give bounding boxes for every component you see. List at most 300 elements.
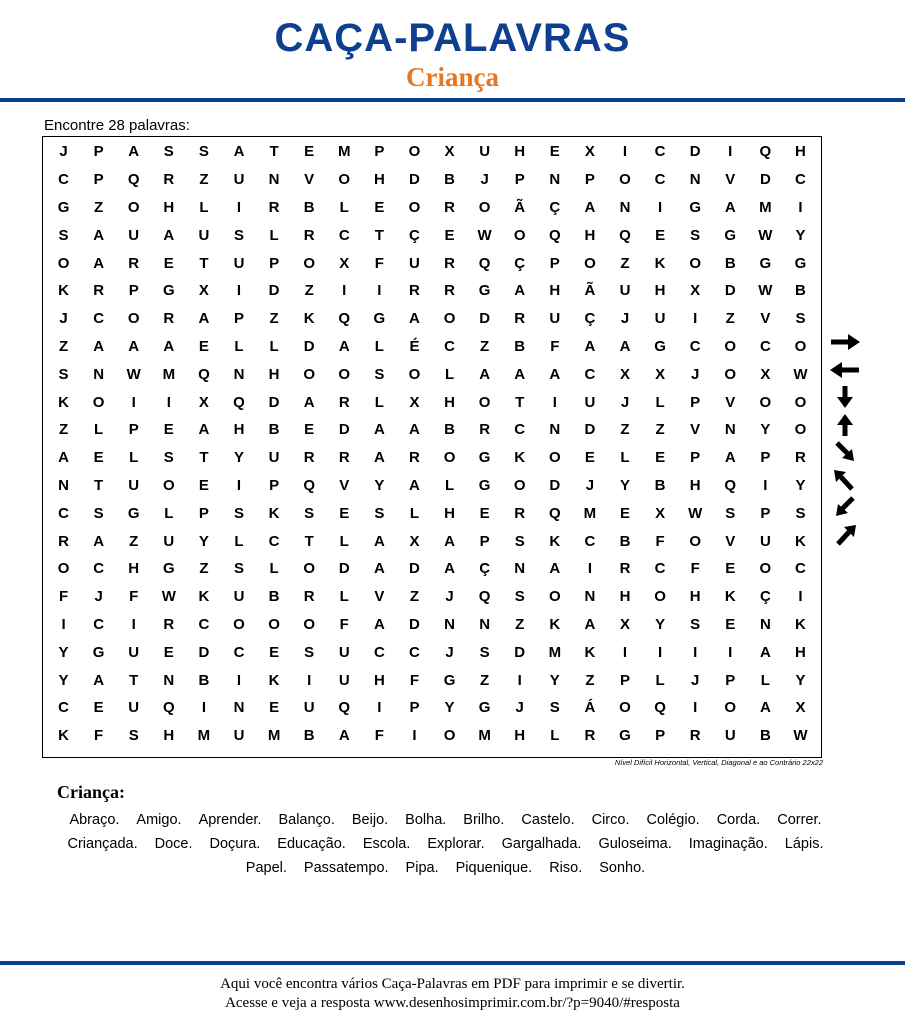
grid-cell[interactable]: D bbox=[338, 421, 350, 439]
grid-cell[interactable]: S bbox=[233, 226, 244, 244]
grid-cell[interactable]: V bbox=[339, 476, 350, 494]
grid-cell[interactable]: Z bbox=[480, 671, 490, 689]
grid-cell[interactable]: E bbox=[93, 449, 104, 467]
grid-cell[interactable]: I bbox=[657, 198, 663, 216]
grid-cell[interactable]: E bbox=[269, 643, 280, 661]
grid-cell[interactable]: I bbox=[236, 282, 242, 300]
grid-cell[interactable]: Ç bbox=[584, 310, 596, 328]
grid-cell[interactable]: X bbox=[655, 504, 666, 522]
grid-cell[interactable]: U bbox=[128, 699, 140, 717]
grid-cell[interactable]: U bbox=[549, 310, 561, 328]
grid-cell[interactable]: F bbox=[374, 254, 384, 272]
grid-cell[interactable]: M bbox=[162, 365, 176, 383]
grid-cell[interactable]: K bbox=[198, 588, 210, 606]
grid-cell[interactable]: O bbox=[303, 615, 315, 633]
grid-cell[interactable]: U bbox=[619, 282, 631, 300]
grid-cell[interactable]: P bbox=[198, 504, 209, 522]
grid-cell[interactable]: C bbox=[93, 310, 105, 328]
grid-cell[interactable]: Q bbox=[338, 699, 351, 717]
grid-cell[interactable]: C bbox=[759, 337, 771, 355]
grid-cell[interactable]: R bbox=[514, 504, 526, 522]
grid-cell[interactable]: G bbox=[654, 337, 666, 355]
grid-cell[interactable]: I bbox=[763, 476, 768, 494]
grid-cell[interactable]: N bbox=[268, 171, 280, 189]
grid-cell[interactable]: E bbox=[655, 226, 666, 244]
grid-cell[interactable]: P bbox=[128, 282, 139, 300]
grid-cell[interactable]: H bbox=[654, 282, 666, 300]
grid-cell[interactable]: Z bbox=[409, 588, 420, 606]
grid-cell[interactable]: N bbox=[549, 421, 561, 439]
grid-cell[interactable]: S bbox=[93, 504, 104, 522]
grid-cell[interactable]: I bbox=[798, 198, 803, 216]
grid-cell[interactable]: A bbox=[163, 226, 175, 244]
grid-cell[interactable]: B bbox=[268, 588, 280, 606]
grid-cell[interactable]: A bbox=[514, 365, 526, 383]
grid-cell[interactable]: G bbox=[478, 476, 491, 494]
grid-cell[interactable]: S bbox=[198, 143, 209, 161]
grid-cell[interactable]: E bbox=[444, 226, 455, 244]
grid-cell[interactable]: H bbox=[689, 476, 701, 494]
grid-cell[interactable]: E bbox=[374, 198, 385, 216]
grid-cell[interactable]: Z bbox=[129, 532, 139, 550]
grid-cell[interactable]: P bbox=[655, 727, 666, 745]
grid-cell[interactable]: E bbox=[725, 615, 736, 633]
grid-cell[interactable]: B bbox=[303, 198, 315, 216]
grid-cell[interactable]: A bbox=[409, 476, 420, 494]
grid-cell[interactable]: O bbox=[513, 476, 526, 494]
grid-cell[interactable]: D bbox=[338, 560, 350, 578]
grid-cell[interactable]: I bbox=[166, 393, 171, 411]
grid-cell[interactable]: Ç bbox=[514, 254, 526, 272]
grid-cell[interactable]: G bbox=[373, 310, 386, 328]
grid-cell[interactable]: S bbox=[690, 226, 701, 244]
grid-cell[interactable]: P bbox=[725, 671, 736, 689]
grid-cell[interactable]: L bbox=[164, 504, 174, 522]
grid-cell[interactable]: H bbox=[514, 143, 526, 161]
grid-cell[interactable]: K bbox=[549, 615, 561, 633]
grid-cell[interactable]: X bbox=[655, 365, 666, 383]
grid-cell[interactable]: G bbox=[127, 504, 140, 522]
grid-cell[interactable]: I bbox=[131, 615, 136, 633]
grid-cell[interactable]: Q bbox=[198, 365, 210, 383]
grid-cell[interactable]: S bbox=[725, 504, 736, 522]
grid-cell[interactable]: F bbox=[409, 671, 420, 689]
grid-cell[interactable]: E bbox=[584, 449, 595, 467]
grid-cell[interactable]: S bbox=[690, 615, 701, 633]
grid-cell[interactable]: L bbox=[339, 532, 349, 550]
grid-cell[interactable]: O bbox=[338, 171, 351, 189]
grid-cell[interactable]: G bbox=[478, 699, 491, 717]
grid-cell[interactable]: J bbox=[445, 588, 454, 606]
grid-cell[interactable]: Y bbox=[198, 532, 209, 550]
grid-cell[interactable]: Y bbox=[58, 671, 69, 689]
grid-cell[interactable]: O bbox=[162, 476, 175, 494]
grid-cell[interactable]: A bbox=[409, 421, 420, 439]
grid-cell[interactable]: D bbox=[268, 393, 280, 411]
grid-cell[interactable]: O bbox=[689, 254, 701, 272]
grid-cell[interactable]: A bbox=[128, 143, 140, 161]
grid-cell[interactable]: T bbox=[129, 671, 139, 689]
grid-cell[interactable]: C bbox=[654, 171, 666, 189]
grid-cell[interactable]: A bbox=[93, 671, 105, 689]
grid-cell[interactable]: Q bbox=[233, 393, 245, 411]
grid-cell[interactable]: Y bbox=[795, 671, 806, 689]
grid-cell[interactable]: F bbox=[58, 588, 69, 606]
grid-cell[interactable]: A bbox=[373, 421, 385, 439]
grid-cell[interactable]: L bbox=[409, 504, 420, 522]
grid-cell[interactable]: X bbox=[619, 365, 630, 383]
grid-cell[interactable]: X bbox=[339, 254, 350, 272]
grid-cell[interactable]: B bbox=[303, 727, 315, 745]
grid-cell[interactable]: Q bbox=[478, 588, 491, 606]
grid-cell[interactable]: G bbox=[478, 449, 491, 467]
grid-cell[interactable]: C bbox=[268, 532, 280, 550]
grid-cell[interactable]: Ã bbox=[584, 282, 596, 300]
grid-cell[interactable]: O bbox=[303, 365, 315, 383]
grid-cell[interactable]: K bbox=[268, 504, 280, 522]
grid-cell[interactable]: K bbox=[303, 310, 315, 328]
grid-cell[interactable]: W bbox=[793, 727, 808, 745]
grid-cell[interactable]: Z bbox=[94, 198, 104, 216]
grid-cell[interactable]: L bbox=[129, 449, 139, 467]
grid-cell[interactable]: O bbox=[724, 365, 737, 383]
grid-cell[interactable]: O bbox=[443, 449, 456, 467]
grid-cell[interactable]: E bbox=[655, 449, 666, 467]
grid-cell[interactable]: N bbox=[93, 365, 105, 383]
grid-cell[interactable]: I bbox=[517, 671, 522, 689]
grid-cell[interactable]: C bbox=[514, 421, 526, 439]
grid-cell[interactable]: X bbox=[584, 143, 595, 161]
grid-cell[interactable]: E bbox=[93, 699, 104, 717]
grid-cell[interactable]: H bbox=[689, 588, 701, 606]
grid-cell[interactable]: J bbox=[691, 365, 700, 383]
grid-cell[interactable]: L bbox=[269, 560, 279, 578]
grid-cell[interactable]: R bbox=[163, 171, 175, 189]
grid-cell[interactable]: A bbox=[479, 365, 491, 383]
grid-cell[interactable]: J bbox=[515, 699, 524, 717]
grid-cell[interactable]: O bbox=[794, 421, 807, 439]
grid-cell[interactable]: L bbox=[234, 532, 244, 550]
grid-cell[interactable]: U bbox=[338, 671, 350, 689]
grid-cell[interactable]: I bbox=[693, 310, 698, 328]
grid-cell[interactable]: U bbox=[233, 171, 245, 189]
grid-cell[interactable]: U bbox=[268, 449, 280, 467]
grid-cell[interactable]: K bbox=[549, 532, 561, 550]
grid-cell[interactable]: A bbox=[373, 615, 385, 633]
grid-cell[interactable]: P bbox=[690, 449, 701, 467]
grid-cell[interactable]: O bbox=[233, 615, 245, 633]
grid-cell[interactable]: X bbox=[409, 393, 420, 411]
grid-cell[interactable]: I bbox=[412, 727, 417, 745]
grid-cell[interactable]: H bbox=[619, 588, 631, 606]
grid-cell[interactable]: A bbox=[549, 365, 561, 383]
grid-cell[interactable]: E bbox=[304, 421, 315, 439]
grid-cell[interactable]: A bbox=[198, 421, 210, 439]
grid-cell[interactable]: Z bbox=[620, 254, 630, 272]
grid-cell[interactable]: N bbox=[514, 560, 526, 578]
grid-cell[interactable]: L bbox=[374, 337, 384, 355]
grid-cell[interactable]: R bbox=[303, 588, 315, 606]
grid-cell[interactable]: B bbox=[198, 671, 210, 689]
grid-cell[interactable]: Q bbox=[548, 504, 561, 522]
grid-cell[interactable]: O bbox=[724, 699, 737, 717]
grid-cell[interactable]: F bbox=[655, 532, 665, 550]
grid-cell[interactable]: P bbox=[93, 143, 104, 161]
grid-cell[interactable]: I bbox=[587, 560, 592, 578]
grid-cell[interactable]: C bbox=[409, 643, 420, 661]
grid-cell[interactable]: X bbox=[795, 699, 806, 717]
grid-cell[interactable]: E bbox=[339, 504, 350, 522]
grid-cell[interactable]: W bbox=[793, 365, 808, 383]
grid-cell[interactable]: E bbox=[725, 560, 736, 578]
grid-cell[interactable]: E bbox=[549, 143, 560, 161]
grid-cell[interactable]: P bbox=[374, 143, 385, 161]
grid-cell[interactable]: A bbox=[233, 143, 245, 161]
grid-cell[interactable]: U bbox=[338, 643, 350, 661]
grid-cell[interactable]: I bbox=[201, 699, 206, 717]
grid-cell[interactable]: A bbox=[373, 532, 385, 550]
grid-cell[interactable]: O bbox=[584, 254, 596, 272]
grid-cell[interactable]: J bbox=[620, 393, 630, 411]
grid-cell[interactable]: L bbox=[655, 393, 665, 411]
grid-cell[interactable]: G bbox=[478, 282, 491, 300]
grid-cell[interactable]: L bbox=[269, 337, 279, 355]
grid-cell[interactable]: Q bbox=[127, 171, 140, 189]
grid-cell[interactable]: S bbox=[163, 449, 174, 467]
grid-cell[interactable]: L bbox=[444, 365, 455, 383]
grid-cell[interactable]: N bbox=[689, 171, 701, 189]
grid-cell[interactable]: S bbox=[514, 588, 525, 606]
grid-cell[interactable]: S bbox=[233, 560, 244, 578]
grid-cell[interactable]: L bbox=[760, 671, 770, 689]
grid-cell[interactable]: U bbox=[128, 476, 140, 494]
grid-cell[interactable]: I bbox=[728, 143, 733, 161]
grid-cell[interactable]: R bbox=[795, 449, 806, 467]
grid-cell[interactable]: N bbox=[479, 615, 491, 633]
grid-cell[interactable]: F bbox=[550, 337, 560, 355]
grid-cell[interactable]: Y bbox=[374, 476, 385, 494]
grid-cell[interactable]: I bbox=[61, 615, 66, 633]
grid-cell[interactable]: A bbox=[759, 699, 771, 717]
grid-cell[interactable]: Q bbox=[162, 699, 175, 717]
grid-cell[interactable]: N bbox=[58, 476, 69, 494]
grid-cell[interactable]: L bbox=[339, 588, 349, 606]
grid-cell[interactable]: H bbox=[373, 171, 385, 189]
grid-cell[interactable]: T bbox=[515, 393, 525, 411]
grid-cell[interactable]: L bbox=[444, 476, 455, 494]
grid-cell[interactable]: A bbox=[549, 560, 561, 578]
grid-cell[interactable]: S bbox=[795, 310, 806, 328]
grid-cell[interactable]: L bbox=[339, 198, 349, 216]
grid-cell[interactable]: U bbox=[163, 532, 175, 550]
grid-cell[interactable]: N bbox=[724, 421, 736, 439]
grid-cell[interactable]: O bbox=[654, 588, 666, 606]
grid-cell[interactable]: A bbox=[759, 643, 771, 661]
grid-cell[interactable]: Q bbox=[303, 476, 315, 494]
grid-cell[interactable]: O bbox=[794, 393, 807, 411]
grid-cell[interactable]: O bbox=[548, 449, 561, 467]
grid-cell[interactable]: A bbox=[373, 560, 385, 578]
grid-cell[interactable]: D bbox=[268, 282, 280, 300]
grid-cell[interactable]: T bbox=[304, 532, 314, 550]
grid-cell[interactable]: K bbox=[514, 449, 526, 467]
grid-cell[interactable]: G bbox=[57, 198, 70, 216]
grid-cell[interactable]: C bbox=[198, 615, 210, 633]
grid-cell[interactable]: O bbox=[443, 727, 456, 745]
grid-cell[interactable]: H bbox=[795, 143, 806, 161]
grid-cell[interactable]: C bbox=[689, 337, 701, 355]
grid-cell[interactable]: A bbox=[444, 560, 455, 578]
grid-cell[interactable]: C bbox=[58, 171, 69, 189]
footer-line-2[interactable]: Acesse e veja a resposta www.desenhosimprimir.com.br/?p=9040/#resposta bbox=[225, 995, 680, 1011]
grid-cell[interactable]: L bbox=[199, 198, 209, 216]
grid-cell[interactable]: A bbox=[338, 337, 350, 355]
grid-cell[interactable]: X bbox=[198, 282, 209, 300]
grid-cell[interactable]: S bbox=[128, 727, 139, 745]
grid-cell[interactable]: Q bbox=[724, 476, 737, 494]
grid-cell[interactable]: B bbox=[724, 254, 736, 272]
grid-cell[interactable]: Z bbox=[725, 310, 735, 328]
grid-cell[interactable]: L bbox=[655, 671, 665, 689]
grid-cell[interactable]: N bbox=[233, 699, 245, 717]
grid-cell[interactable]: O bbox=[408, 365, 421, 383]
grid-cell[interactable]: O bbox=[127, 310, 140, 328]
grid-cell[interactable]: F bbox=[94, 727, 104, 745]
grid-cell[interactable]: Y bbox=[760, 421, 771, 439]
grid-cell[interactable]: A bbox=[93, 532, 105, 550]
grid-cell[interactable]: G bbox=[162, 282, 175, 300]
grid-cell[interactable]: F bbox=[339, 615, 349, 633]
grid-cell[interactable]: S bbox=[58, 226, 69, 244]
grid-cell[interactable]: U bbox=[128, 226, 140, 244]
grid-cell[interactable]: O bbox=[619, 171, 631, 189]
grid-cell[interactable]: S bbox=[549, 699, 560, 717]
grid-cell[interactable]: T bbox=[199, 254, 209, 272]
grid-cell[interactable]: L bbox=[94, 421, 104, 439]
grid-cell[interactable]: Q bbox=[654, 699, 666, 717]
grid-cell[interactable]: D bbox=[409, 171, 420, 189]
grid-cell[interactable]: A bbox=[93, 226, 105, 244]
grid-cell[interactable]: Ã bbox=[514, 198, 526, 216]
grid-cell[interactable]: G bbox=[619, 727, 631, 745]
grid-cell[interactable]: W bbox=[688, 504, 703, 522]
grid-cell[interactable]: W bbox=[477, 226, 492, 244]
grid-cell[interactable]: A bbox=[409, 310, 420, 328]
grid-cell[interactable]: I bbox=[798, 588, 803, 606]
grid-cell[interactable]: V bbox=[760, 310, 771, 328]
grid-cell[interactable]: E bbox=[198, 476, 209, 494]
grid-cell[interactable]: O bbox=[408, 143, 421, 161]
grid-cell[interactable]: X bbox=[444, 143, 455, 161]
grid-cell[interactable]: I bbox=[552, 393, 557, 411]
grid-cell[interactable]: I bbox=[236, 198, 242, 216]
grid-cell[interactable]: O bbox=[338, 365, 351, 383]
grid-cell[interactable]: O bbox=[443, 310, 456, 328]
grid-cell[interactable]: O bbox=[794, 337, 807, 355]
grid-cell[interactable]: C bbox=[338, 226, 350, 244]
grid-cell[interactable]: C bbox=[233, 643, 245, 661]
grid-cell[interactable]: K bbox=[795, 615, 806, 633]
grid-cell[interactable]: O bbox=[57, 254, 70, 272]
grid-cell[interactable]: S bbox=[374, 365, 385, 383]
grid-cell[interactable]: I bbox=[377, 699, 382, 717]
grid-cell[interactable]: H bbox=[128, 560, 140, 578]
grid-cell[interactable]: F bbox=[129, 588, 139, 606]
grid-cell[interactable]: Y bbox=[795, 226, 806, 244]
grid-cell[interactable]: R bbox=[128, 254, 140, 272]
grid-cell[interactable]: L bbox=[374, 393, 384, 411]
grid-cell[interactable]: H bbox=[268, 365, 280, 383]
grid-cell[interactable]: C bbox=[795, 171, 806, 189]
grid-cell[interactable]: G bbox=[443, 671, 456, 689]
grid-cell[interactable]: P bbox=[690, 393, 701, 411]
grid-cell[interactable]: P bbox=[269, 476, 280, 494]
grid-cell[interactable]: U bbox=[128, 643, 140, 661]
grid-cell[interactable]: M bbox=[759, 198, 772, 216]
grid-cell[interactable]: A bbox=[338, 727, 350, 745]
grid-cell[interactable]: Á bbox=[584, 699, 596, 717]
grid-cell[interactable]: K bbox=[58, 393, 69, 411]
grid-cell[interactable]: C bbox=[795, 560, 806, 578]
grid-cell[interactable]: K bbox=[58, 727, 69, 745]
grid-cell[interactable]: G bbox=[162, 560, 175, 578]
grid-cell[interactable]: A bbox=[303, 393, 315, 411]
grid-cell[interactable]: D bbox=[724, 282, 736, 300]
grid-cell[interactable]: O bbox=[303, 254, 315, 272]
grid-cell[interactable]: T bbox=[94, 476, 104, 494]
grid-cell[interactable]: S bbox=[233, 504, 244, 522]
grid-cell[interactable]: U bbox=[584, 393, 596, 411]
grid-cell[interactable]: I bbox=[657, 643, 663, 661]
grid-cell[interactable]: S bbox=[514, 532, 525, 550]
grid-cell[interactable]: M bbox=[478, 727, 491, 745]
grid-cell[interactable]: Ç bbox=[409, 226, 420, 244]
grid-cell[interactable]: D bbox=[303, 337, 315, 355]
grid-cell[interactable]: S bbox=[479, 643, 490, 661]
grid-cell[interactable]: M bbox=[548, 643, 562, 661]
grid-cell[interactable]: I bbox=[622, 143, 628, 161]
grid-cell[interactable]: Z bbox=[585, 671, 595, 689]
grid-cell[interactable]: M bbox=[267, 727, 281, 745]
grid-cell[interactable]: L bbox=[620, 449, 630, 467]
grid-cell[interactable]: Z bbox=[199, 560, 209, 578]
grid-cell[interactable]: U bbox=[724, 727, 736, 745]
grid-cell[interactable]: G bbox=[689, 198, 701, 216]
grid-cell[interactable]: G bbox=[92, 643, 105, 661]
grid-cell[interactable]: C bbox=[93, 615, 105, 633]
grid-cell[interactable]: A bbox=[584, 198, 596, 216]
grid-cell[interactable]: R bbox=[163, 310, 175, 328]
grid-cell[interactable]: D bbox=[584, 421, 596, 439]
grid-cell[interactable]: V bbox=[374, 588, 385, 606]
grid-cell[interactable]: N bbox=[759, 615, 771, 633]
grid-cell[interactable]: J bbox=[691, 671, 700, 689]
grid-cell[interactable]: A bbox=[198, 310, 210, 328]
grid-cell[interactable]: H bbox=[549, 282, 561, 300]
grid-cell[interactable]: V bbox=[725, 532, 736, 550]
grid-cell[interactable]: Z bbox=[269, 310, 279, 328]
grid-cell[interactable]: E bbox=[479, 504, 490, 522]
grid-cell[interactable]: Q bbox=[338, 310, 351, 328]
grid-cell[interactable]: C bbox=[654, 560, 666, 578]
grid-cell[interactable]: R bbox=[409, 449, 420, 467]
grid-cell[interactable]: W bbox=[758, 282, 773, 300]
grid-cell[interactable]: F bbox=[374, 727, 384, 745]
grid-cell[interactable]: S bbox=[163, 143, 174, 161]
grid-cell[interactable]: B bbox=[759, 727, 771, 745]
grid-cell[interactable]: E bbox=[163, 254, 174, 272]
grid-cell[interactable]: A bbox=[93, 337, 105, 355]
